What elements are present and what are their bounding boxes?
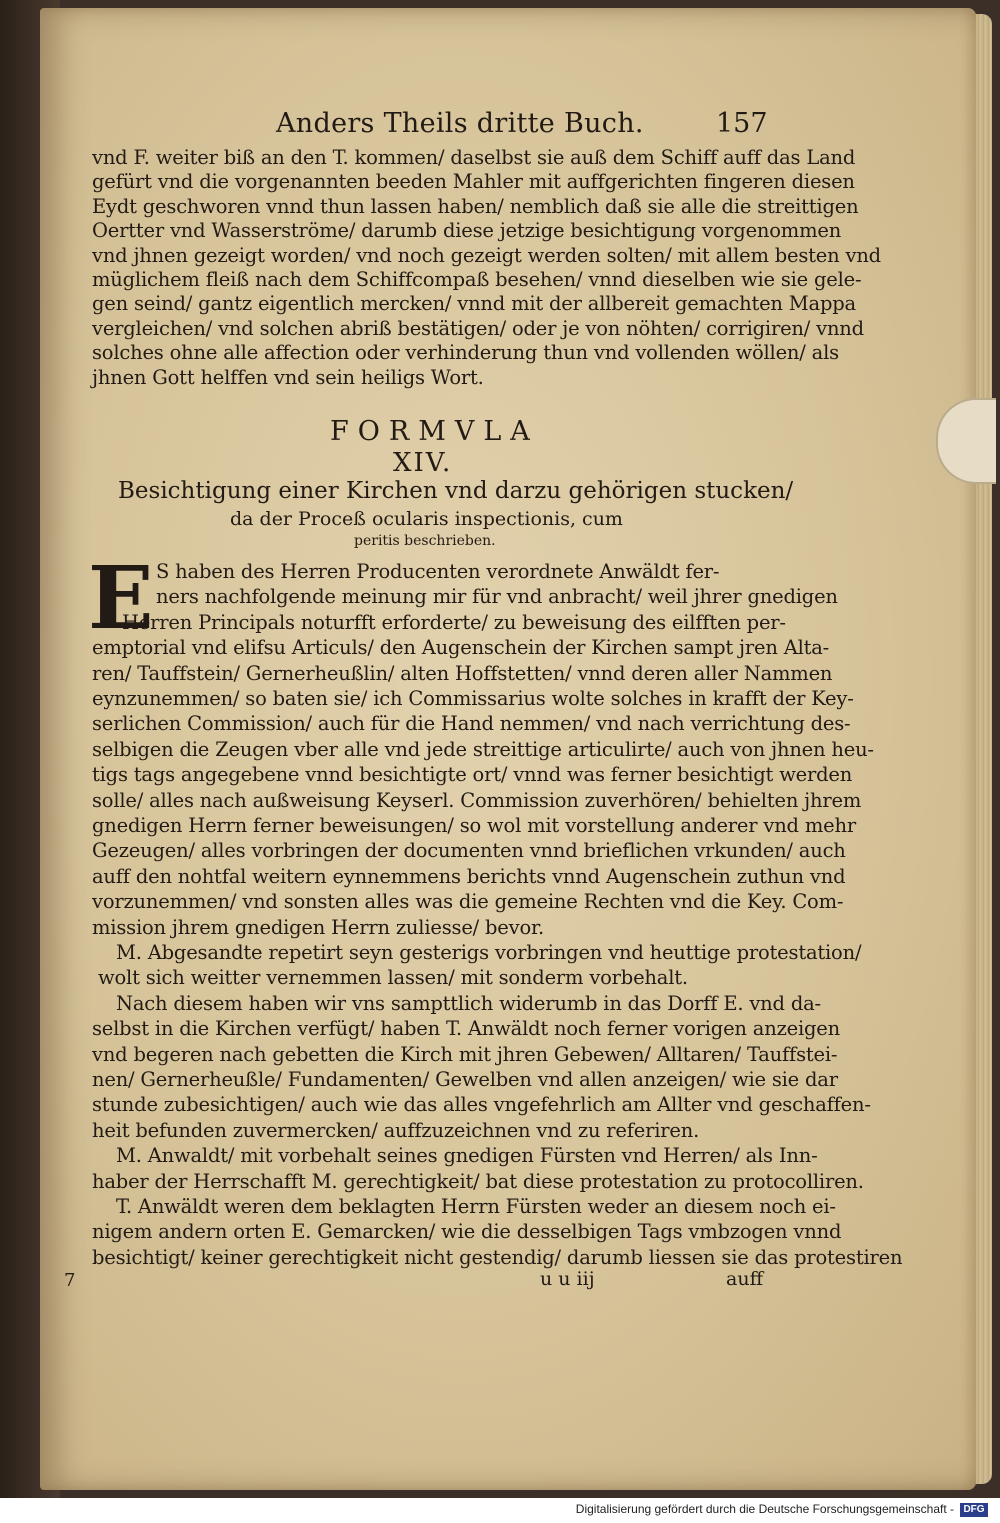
text-line: müglichem fleiß nach dem Schiffcompaß besehen/ vnnd dieselben wie sie gele-	[92, 268, 862, 291]
footer-bar	[0, 1498, 1000, 1523]
text-line: heit befunden zuvermercken/ auffzuzeichnen vnd zu referiren.	[92, 1118, 700, 1142]
text-line: Nach diesem haben wir vns sampttlich widerumb in das Dorff E. vnd da-	[116, 991, 821, 1015]
text-line: Herren Principals noturfft erforderte/ zu beweisung des eilfften per-	[122, 610, 786, 634]
text-line: gen seind/ gantz eigentlich mercken/ vnnd mit der allbereit gemachten Mappa	[92, 292, 856, 316]
dfg-logo: DFG	[960, 1503, 988, 1517]
margin-mark: 7	[64, 1270, 76, 1291]
text-line: nigem andern orten E. Gemarcken/ wie die desselbigen Tags vmbzogen vnnd	[92, 1220, 842, 1244]
text-line: M. Abgesandte repetirt seyn gesterigs vorbringen vnd heuttige protestation/	[116, 941, 862, 964]
text-line: ren/ Tauffstein/ Gernerheußlin/ alten Hoffstetten/ vnnd deren aller Nammen	[92, 661, 833, 685]
text-line: mission jhrem gnedigen Herrn zuliesse/ bevor.	[92, 915, 544, 939]
text-line: emptorial vnd elifsu Articuls/ den Augenschein der Kirchen sampt jren Alta-	[92, 636, 830, 660]
text-line: vorzunemmen/ vnd sonsten alles was die gemeine Rechten vnd die Key. Com-	[92, 890, 844, 914]
text-line: solches ohne alle affection oder verhinderung thun vnd vollenden wöllen/ als	[92, 341, 839, 365]
text-line: haber der Herrschafft M. gerechtigkeit/ bat diese protestation zu protocolliren.	[92, 1169, 864, 1193]
catchword: auff	[726, 1268, 764, 1290]
text-line: vergleichen/ vnd solchen abriß bestätigen/ oder je von nöhten/ corrigiren/ vnnd	[92, 316, 864, 340]
footer-credit: Digitalisierung gefördert durch die Deutsche Forschungsgemeinschaft -	[575, 1502, 954, 1516]
section-heading-line2: da der Proceß ocularis inspectionis, cum	[230, 508, 623, 530]
text-line: stunde zubesichtigen/ auch wie das alles vngefehrlich am Allter vnd geschaffen-	[92, 1093, 871, 1117]
text-line: solle/ alles nach außweisung Keyserl. Commission zuverhören/ behielten jhrem	[92, 788, 862, 812]
text-line: ners nachfolgende meinung mir für vnd anbracht/ weil jhrer gnedigen	[156, 585, 838, 609]
text-line: nen/ Gernerheußle/ Fundamenten/ Gewelben vnd allen anzeigen/ wie sie dar	[92, 1068, 838, 1091]
drop-cap: E	[88, 548, 154, 649]
text-line: serlichen Commission/ auch für die Hand nemmen/ vnd nach verrichtung des-	[92, 712, 851, 736]
text-line: Eydt geschworen vnnd thun lassen haben/ nemblich daß sie alle die streittigen	[92, 194, 859, 218]
text-line: selbigen die Zeugen vber alle vnd jede streittige articulirte/ auch von jhnen heu-	[92, 737, 874, 761]
text-line: vnd begeren nach gebetten die Kirch mit jhren Gebewen/ Alltaren/ Tauffstei-	[92, 1042, 838, 1066]
text-line: T. Anwäldt weren dem beklagten Herrn Fürsten weder an diesem noch ei-	[116, 1195, 836, 1218]
text-line: gnedigen Herrn ferner beweisungen/ so wol mit vorstellung anderer vnd mehr	[92, 814, 856, 837]
formula-title: FORMVLA	[330, 416, 539, 447]
signature-mark: u u iij	[540, 1268, 595, 1290]
text-line: gefürt vnd die vorgenannten beeden Mahler mit auffgerichten fingeren diesen	[92, 170, 855, 194]
text-line: tigs tags angegebene vnnd besichtigte ort/ vnnd was ferner besichtigt werden	[92, 763, 853, 787]
text-line: Oertter vnd Wasserströme/ darumb diese jetzige besichtigung vorgenommen	[92, 219, 842, 243]
text-line: S haben des Herren Producenten verordnete Anwäldt fer-	[156, 560, 720, 583]
section-heading-line1: Besichtigung einer Kirchen vnd darzu gehörigen stucken/	[118, 478, 794, 504]
text-line: M. Anwaldt/ mit vorbehalt seines gnedigen Fürsten vnd Herren/ als Inn-	[116, 1144, 818, 1168]
formula-number: XIV.	[393, 448, 453, 478]
text-line: vnd jhnen gezeigt worden/ vnd noch gezeigt werden solten/ mit allem besten vnd	[92, 243, 881, 267]
text-line: auff den nohtfal weitern eynnemmens berichts vnnd Augenschein zuthun vnd	[92, 864, 846, 888]
text-line: wolt sich weitter vernemmen lassen/ mit sonderm vorbehalt.	[98, 966, 688, 990]
text-line: besichtigt/ keiner gerechtigkeit nicht gestendig/ darumb liessen sie das protestiren	[92, 1245, 903, 1269]
page-number: 157	[716, 108, 768, 139]
text-line: selbst in die Kirchen verfügt/ haben T. Anwäldt noch ferner vorigen anzeigen	[92, 1017, 841, 1041]
running-head: Anders Theils dritte Buch.	[276, 108, 644, 139]
text-line: eynzunemmen/ so baten sie/ ich Commissarius wolte solches in krafft der Key-	[92, 687, 854, 710]
text-line: vnd F. weiter biß an den T. kommen/ daselbst sie auß dem Schiff auff das Land	[92, 146, 856, 169]
section-heading-line3: peritis beschrieben.	[354, 533, 496, 549]
text-line: Gezeugen/ alles vorbringen der documenten vnnd brieflichen vrkunden/ auch	[92, 839, 846, 863]
text-line: jhnen Gott helffen vnd sein heiligs Wort.	[92, 365, 484, 389]
